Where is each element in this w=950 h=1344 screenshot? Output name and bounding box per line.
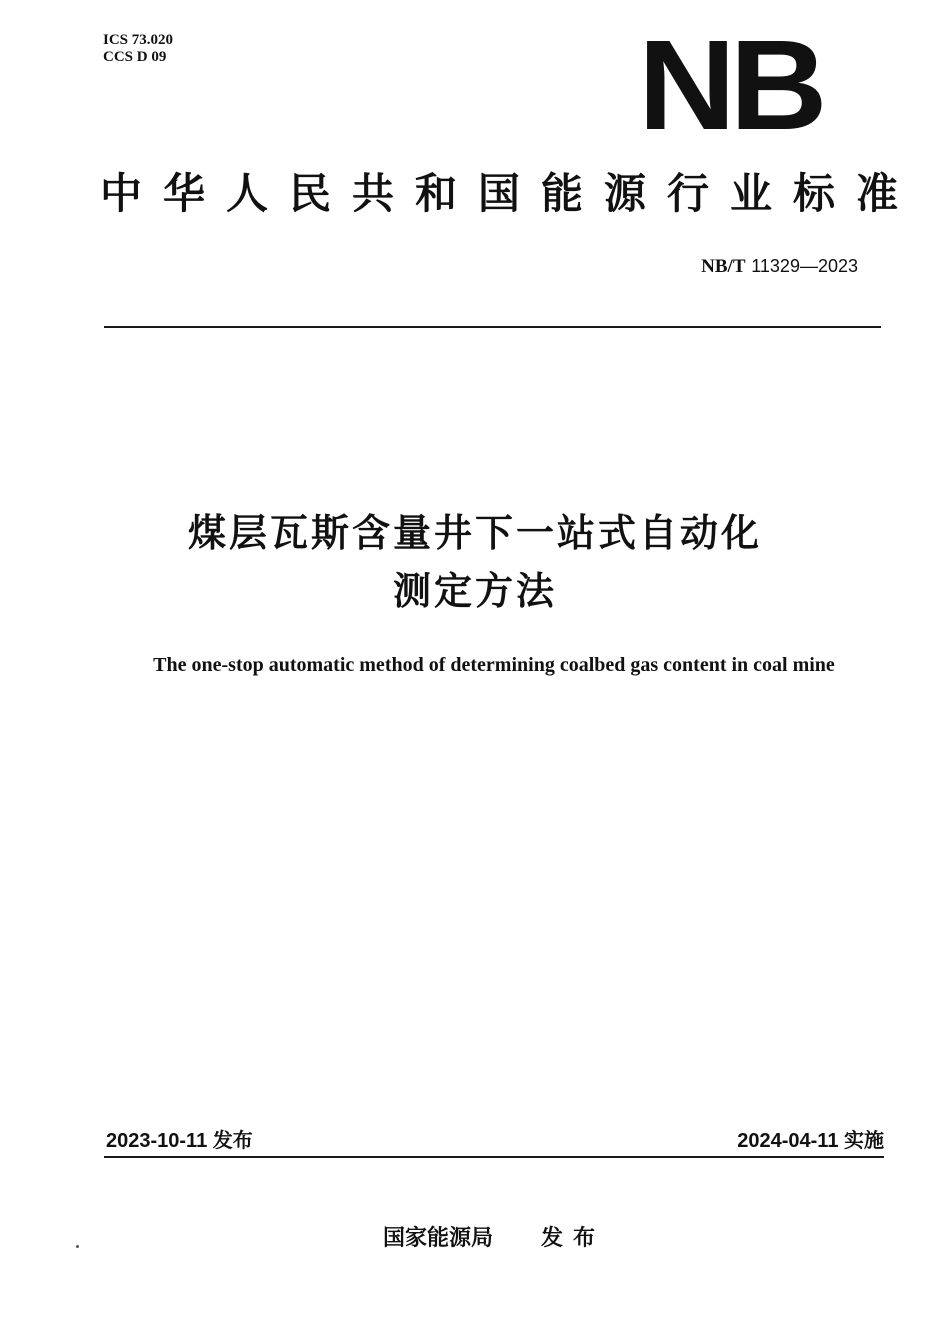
implementation-date-label: 实施 xyxy=(844,1130,884,1152)
standard-type-heading: 中华人民共和国能源行业标准 xyxy=(100,169,920,218)
chinese-title-line-1: 煤层瓦斯含量井下一站式自动化 xyxy=(187,511,762,555)
standard-number xyxy=(701,255,858,278)
nb-logo: NB xyxy=(638,14,822,157)
implementation-date-value: 2024-04-11 xyxy=(737,1130,839,1152)
chinese-title-line-2: 测定方法 xyxy=(392,569,557,613)
ics-code: ICS 73.020 xyxy=(103,32,174,48)
standard-prefix: NB/T xyxy=(701,256,746,277)
issuer-name: 国家能源局 xyxy=(383,1226,494,1251)
implementation-date xyxy=(737,1128,884,1154)
english-title: The one-stop automatic method of determining coalbed gas content in coal mine xyxy=(153,654,835,676)
issue-date-value: 2023-10-11 xyxy=(106,1130,208,1152)
bottom-divider xyxy=(104,1156,884,1158)
top-divider xyxy=(104,326,881,328)
classification-codes xyxy=(103,32,173,66)
ccs-code: CCS D 09 xyxy=(103,49,167,65)
issue-date xyxy=(106,1128,253,1154)
scan-speck xyxy=(76,1245,79,1248)
issuer-action: 发布 xyxy=(541,1226,606,1251)
standard-number-value: 11329—2023 xyxy=(751,256,858,276)
issue-date-label: 发布 xyxy=(212,1130,253,1152)
issuing-authority xyxy=(383,1224,605,1254)
